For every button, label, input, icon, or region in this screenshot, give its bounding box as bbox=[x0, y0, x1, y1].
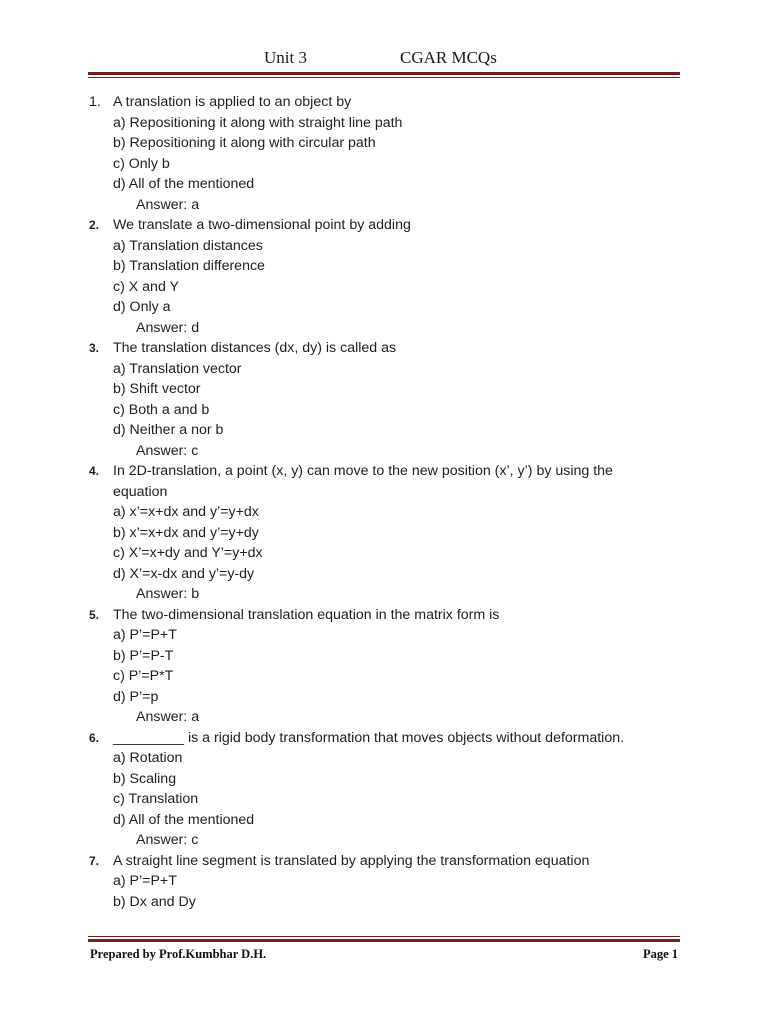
answer-option: a) Repositioning it along with straight line path bbox=[113, 114, 403, 131]
answer-option: c) Both a and b bbox=[113, 401, 210, 418]
correct-answer: Answer: c bbox=[136, 442, 199, 459]
footer-rule-thin bbox=[88, 936, 680, 937]
correct-answer: Answer: c bbox=[136, 832, 199, 848]
answer-option: c) P’=P*T bbox=[113, 668, 174, 684]
question-number: 5. bbox=[89, 607, 100, 622]
question-text: In 2D-translation, a point (x, y) can move to the new position (x’, y’) by using the bbox=[113, 463, 613, 479]
question-number: 1. bbox=[89, 94, 101, 110]
answer-option: c) Translation bbox=[113, 791, 199, 807]
footer-page-number: Page 1 bbox=[642, 947, 678, 961]
question-number: 2. bbox=[89, 218, 100, 232]
correct-answer: Answer: d bbox=[136, 319, 200, 336]
question-text: equation bbox=[113, 483, 168, 500]
answer-option: a) Translation distances bbox=[113, 237, 263, 254]
correct-answer: Answer: a bbox=[136, 709, 200, 725]
question-text: A translation is applied to an object by bbox=[113, 94, 352, 110]
answer-option: d) P’=p bbox=[113, 688, 159, 705]
header-unit: Unit 3 bbox=[264, 48, 307, 67]
question-text: A straight line segment is translated by applying the transformation equation bbox=[113, 852, 590, 869]
correct-answer: Answer: a bbox=[136, 196, 200, 213]
question-number: 4. bbox=[89, 464, 100, 478]
question-text: The two-dimensional translation equation in the matrix form is bbox=[113, 606, 500, 623]
question-text: The translation distances (dx, dy) is called as bbox=[113, 340, 397, 356]
answer-option: b) Shift vector bbox=[113, 381, 201, 397]
question-number: 3. bbox=[89, 341, 100, 355]
question-number: 7. bbox=[89, 853, 100, 868]
answer-option: c) Only b bbox=[113, 155, 170, 172]
header-subject: CGAR MCQs bbox=[400, 48, 497, 67]
page-header bbox=[0, 48, 768, 72]
answer-option: c) X’=x+dy and Y’=y+dx bbox=[113, 545, 263, 561]
answer-option: a) x’=x+dx and y’=y+dx bbox=[113, 504, 259, 520]
answer-option: a) Rotation bbox=[113, 750, 183, 766]
answer-option: d) All of the mentioned bbox=[113, 176, 255, 192]
answer-option: c) X and Y bbox=[113, 278, 179, 295]
header-rule-thick bbox=[88, 72, 680, 75]
answer-option: b) Repositioning it along with circular path bbox=[113, 135, 376, 151]
question-text: We translate a two-dimensional point by adding bbox=[113, 217, 411, 233]
answer-option: d) All of the mentioned bbox=[113, 811, 255, 828]
answer-option: d) Neither a nor b bbox=[113, 422, 224, 438]
answer-option: b) Translation difference bbox=[113, 258, 265, 274]
question-text: _________ is a rigid body transformation that moves objects without deformation. bbox=[113, 729, 625, 746]
answer-option: a) Translation vector bbox=[113, 360, 242, 377]
question-number: 6. bbox=[89, 730, 100, 745]
answer-option: a) P’=P+T bbox=[113, 873, 177, 889]
correct-answer: Answer: b bbox=[136, 586, 200, 602]
answer-option: d) Only a bbox=[113, 299, 171, 315]
footer-prepared-by: Prepared by Prof.Kumbhar D.H. bbox=[90, 947, 267, 961]
answer-option: d) X’=x-dx and y’=y-dy bbox=[113, 565, 255, 582]
answer-option: b) Dx and Dy bbox=[113, 893, 196, 910]
answer-option: b) x’=x+dx and y’=y+dy bbox=[113, 524, 259, 541]
footer-rule-thick bbox=[88, 939, 680, 942]
answer-option: a) P’=P+T bbox=[113, 627, 177, 643]
answer-option: b) P’=P-T bbox=[113, 647, 174, 664]
header-rule-thin bbox=[88, 77, 680, 78]
answer-option: b) Scaling bbox=[113, 770, 177, 787]
